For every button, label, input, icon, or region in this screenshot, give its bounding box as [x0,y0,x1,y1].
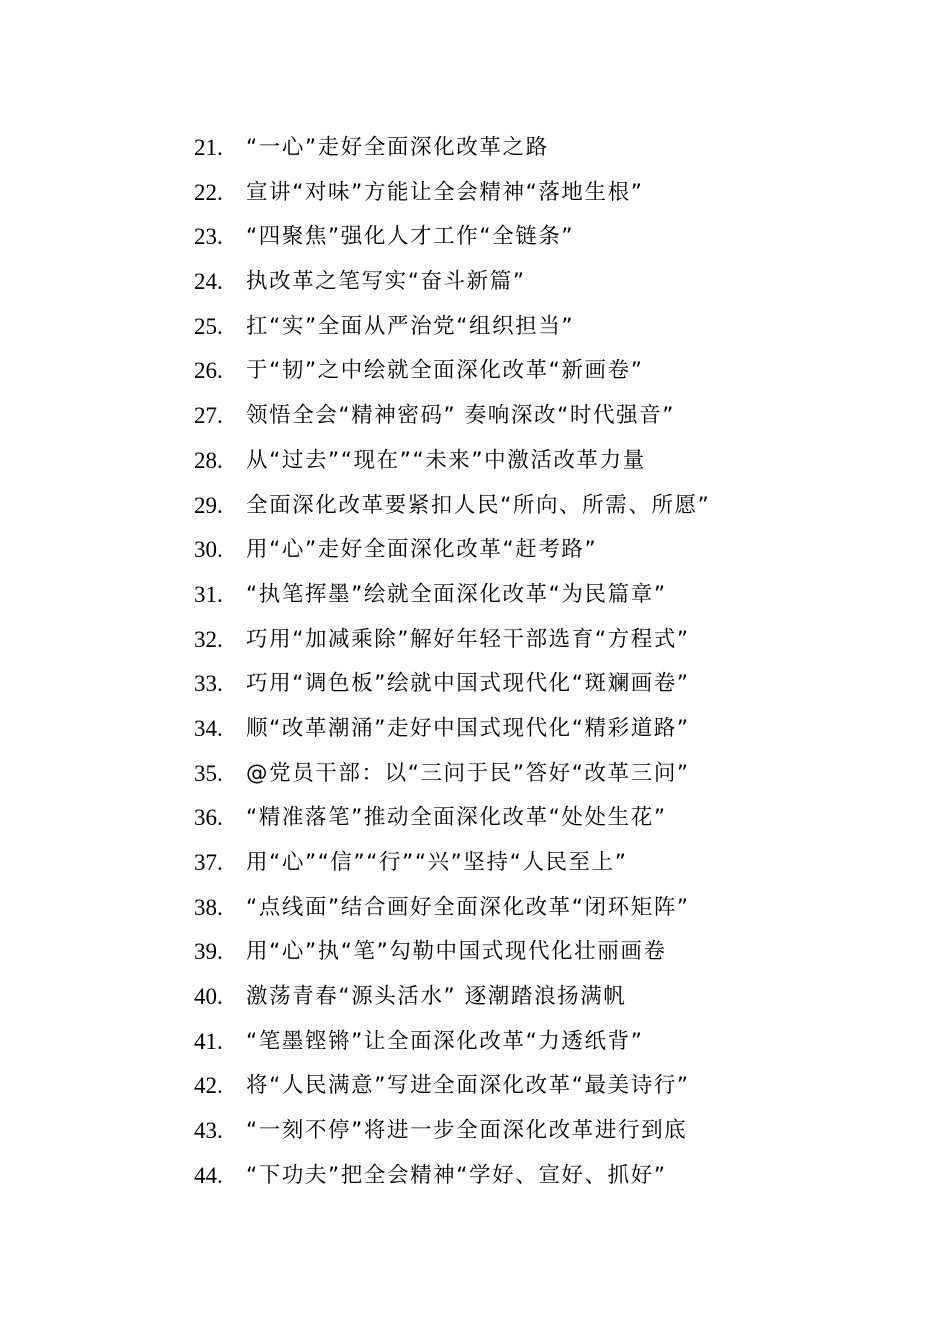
item-text: 巧用“加减乘除”解好年轻干部选育“方程式” [246,626,690,652]
list-item [194,573,834,618]
list-item [194,796,834,841]
item-text: “一心”走好全面深化改革之路 [246,135,549,160]
item-number: 30. [194,537,223,563]
list-item [194,1064,834,1109]
item-text: “笔墨铿锵”让全面深化改革“力透纸背” [246,1028,644,1054]
item-number: 43. [194,1118,223,1144]
item-text: 宣讲“对味”方能让全会精神“落地生根” [246,179,644,205]
item-text: “执笔挥墨”绘就全面深化改革“为民篇章” [246,581,667,607]
item-text: 激荡青春“源头活水” 逐潮踏浪扬满帆 [246,984,627,1010]
item-text: “精准落笔”推动全面深化改革“处处生花” [246,805,667,831]
item-number: 32. [194,626,223,652]
list-item [194,126,834,171]
list-item [194,394,834,439]
list-item [194,1020,834,1065]
item-number: 42. [194,1073,223,1099]
item-number: 33. [194,671,223,697]
item-text: 执改革之笔写实“奋斗新篇” [246,269,526,295]
item-text: 于“韧”之中绘就全面深化改革“新画卷” [246,358,644,384]
item-number: 36. [194,805,223,831]
item-number: 21. [194,135,223,160]
item-number: 44. [194,1162,223,1188]
list-item [194,752,834,797]
list-item [194,886,834,931]
list-item [194,439,834,484]
list-item [194,260,834,305]
item-number: 29. [194,492,223,518]
list-item [194,1109,834,1154]
list-item [194,528,834,573]
list-item [194,618,834,663]
list-item [194,484,834,529]
item-number: 28. [194,447,223,473]
item-text: 将“人民满意”写进全面深化改革“最美诗行” [246,1073,690,1099]
item-text: 从“过去”“现在”“未来”中激活改革力量 [246,447,646,473]
item-text: 用“心”执“笔”勾勒中国式现代化壮丽画卷 [246,939,667,965]
item-number: 40. [194,984,223,1010]
item-text: 扛“实”全面从严治党“组织担当” [246,313,575,339]
item-number: 34. [194,715,223,741]
item-number: 31. [194,581,223,607]
item-number: 26. [194,358,223,384]
item-number: 25. [194,313,223,339]
list-item [194,930,834,975]
item-text: 巧用“调色板”绘就中国式现代化“斑斓画卷” [246,671,690,697]
item-number: 35. [194,760,223,786]
item-text: “四聚焦”强化人才工作“全链条” [246,224,575,250]
item-number: 23. [194,224,223,250]
item-number: 24. [194,269,223,295]
list-item [194,1154,834,1199]
item-text: 用“心”“信”“行”“兴”坚持“人民至上” [246,850,628,875]
list-item [194,349,834,394]
item-text: 顺“改革潮涌”走好中国式现代化“精彩道路” [246,715,690,741]
title-list [194,126,834,1199]
item-text: 全面深化改革要紧扣人民“所向、所需、所愿” [246,492,711,518]
item-text: 领悟全会“精神密码” 奏响深改“时代强音” [246,403,675,429]
list-item [194,662,834,707]
item-number: 38. [194,894,223,920]
list-item [194,841,834,886]
item-number: 37. [194,850,223,875]
item-text: “一刻不停”将进一步全面深化改革进行到底 [246,1118,688,1144]
list-item [194,305,834,350]
item-text: 用“心”走好全面深化改革“赶考路” [246,537,598,563]
item-number: 41. [194,1028,223,1054]
list-item [194,975,834,1020]
item-text: “下功夫”把全会精神“学好、宣好、抓好” [246,1162,667,1188]
item-number: 39. [194,939,223,965]
item-text: @党员干部：以“三问于民”答好“改革三问” [246,760,690,786]
item-number: 27. [194,403,223,429]
item-number: 22. [194,179,223,205]
list-item [194,215,834,260]
item-text: “点线面”结合画好全面深化改革“闭环矩阵” [246,894,690,920]
list-item [194,171,834,216]
list-item [194,707,834,752]
